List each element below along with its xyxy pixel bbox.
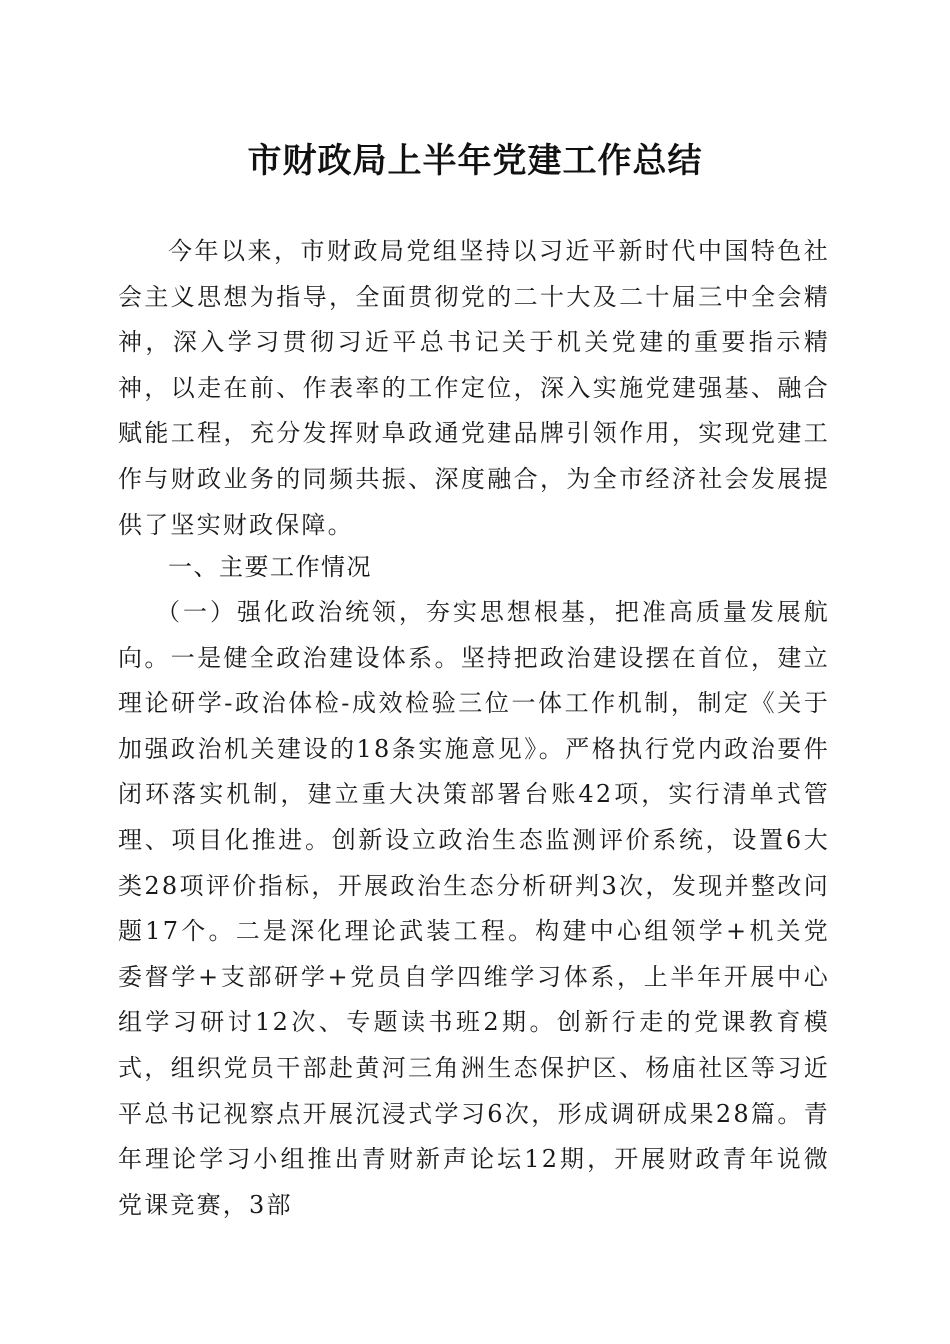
subsection-body: 一是健全政治建设体系。坚持把政治建设摆在首位，建立理论研学-政治体检-成效检验三位一体工作机制，制定《关于加强政治机关建设的18条实施意见》。严格执行党内政治要件闭环落实机制，建立重大决策部署台账42项，实行清单式管理、项目化推进。创新设立政治生态监测评价系统，设置6大类28项评价指标，开展政治生态分析研判3次，发现并整改问题17个。二是深化理论武装工程。构建中心组领学+机关党委督学+支部研学+党员自学四维学习体系，上半年开展中心组学习研讨12次、专题读书班2期。创新行走的党课教育模式，组织党员干部赴黄河三角洲生态保护区、杨庙社区等习近平总书记视察点开展沉浸式学习6次，形成调研成果28篇。青年理论学习小组推出青财新声论坛12期，开展财政青年说微党课竞赛，3部: [118, 643, 831, 1219]
intro-paragraph: 今年以来，市财政局党组坚持以习近平新时代中国特色社会主义思想为指导，全面贯彻党的二十大及二十届三中全会精神，深入学习贯彻习近平总书记关于机关党建的重要指示精神，以走在前、作表率的工作定位，深入实施党建强基、融合赋能工程，充分发挥财阜政通党建品牌引领作用，实现党建工作与财政业务的同频共振、深度融合，为全市经济社会发展提供了坚实财政保障。: [118, 237, 830, 539]
document-title: 市财政局上半年党建工作总结: [247, 141, 703, 181]
section-paragraph: [118, 590, 830, 1228]
subsection-heading: （一）强化政治统领，夯实思想根基，把准高质量发展航向。: [118, 598, 830, 672]
section-heading: 一、主要工作情况: [168, 553, 372, 581]
